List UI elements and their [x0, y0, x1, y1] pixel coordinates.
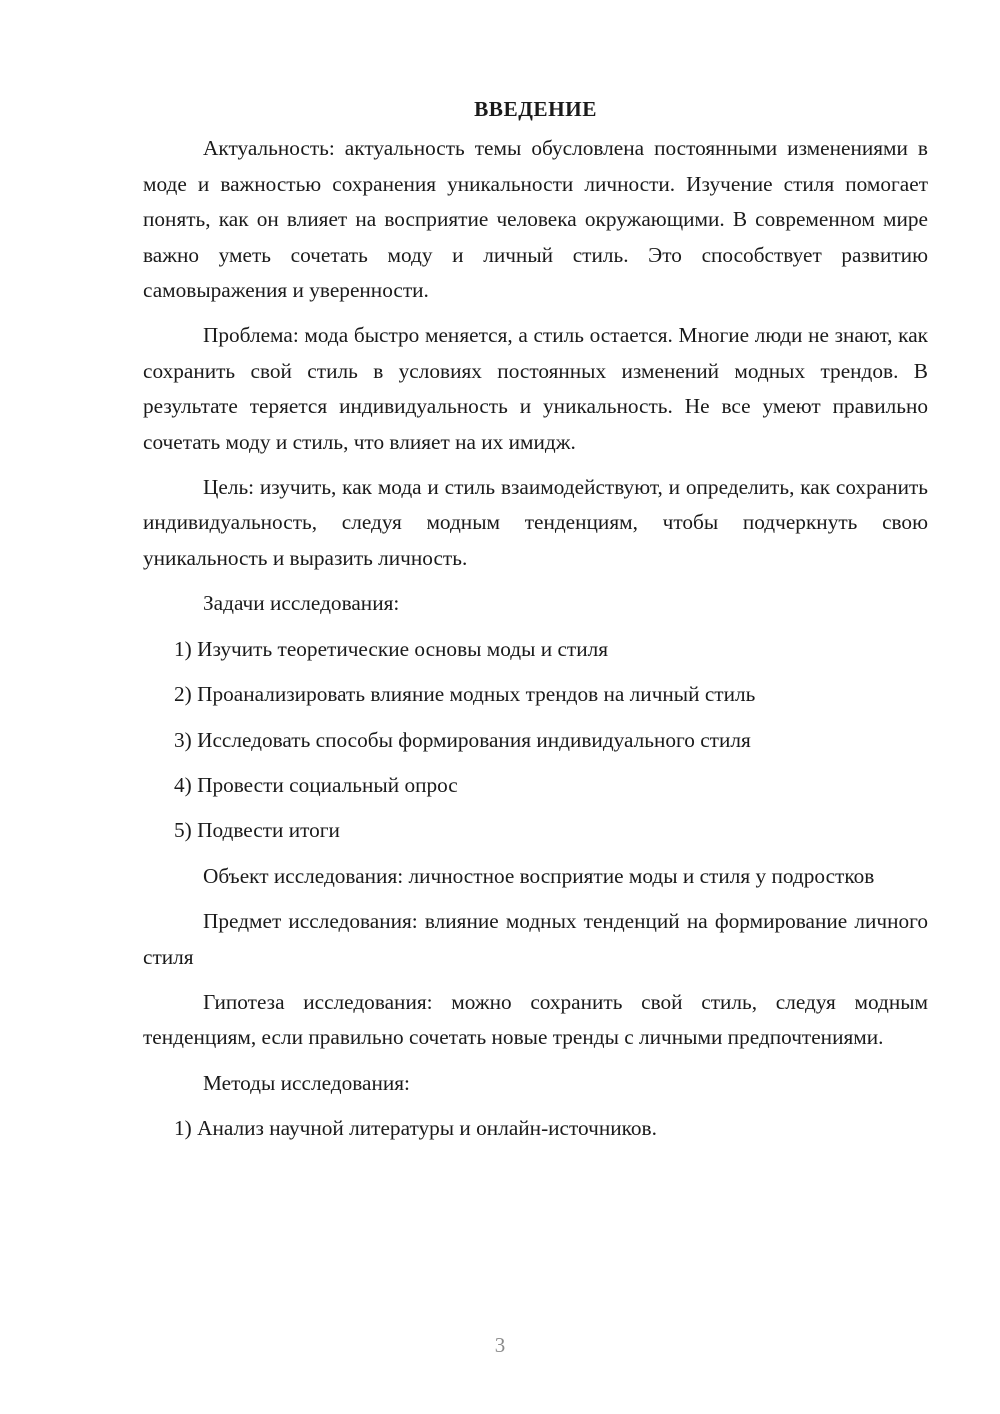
problem-paragraph: Проблема: мода быстро меняется, а стиль остается. Многие люди не знают, как сохранить свой стиль в условиях постоянных изменений модных трендов. В результате теряется индивидуальность и уникальность. Не все умеют правильно сочетать моду и стиль, что влияет на их имидж.: [143, 323, 928, 454]
task-item: 1) Изучить теоретические основы моды и стиля: [174, 636, 609, 661]
goal-paragraph: Цель: изучить, как мода и стиль взаимодействуют, и определить, как сохранить индивидуальность, следуя модным тенденциям, чтобы подчеркнуть свою уникальность и выразить личность.: [143, 475, 928, 570]
document-page: [143, 92, 928, 1157]
task-item: 2) Проанализировать влияние модных трендов на личный стиль: [174, 682, 756, 707]
tasks-heading: Задачи исследования:: [203, 591, 400, 616]
hypothesis-paragraph: Гипотеза исследования: можно сохранить свой стиль, следуя модным тенденциям, если правильно сочетать новые тренды с личными предпочтениями.: [143, 989, 928, 1050]
task-item: 3) Исследовать способы формирования индивидуального стиля: [174, 727, 751, 752]
subject-paragraph: Предмет исследования: влияние модных тенденций на формирование личного стиля: [143, 909, 928, 969]
relevance-paragraph: Актуальность: актуальность темы обусловлена постоянными изменениями в моде и важностью сохранения уникальности личности. Изучение стиля помогает понять, как он влияет на восприятие человека окружающими. В современном мире важно уметь сочетать моду и личный стиль. Это способствует развитию самовыражения и уверенности.: [143, 136, 928, 303]
page-number: 3: [494, 1333, 506, 1357]
methods-heading: Методы исследования:: [203, 1070, 410, 1095]
task-item: 5) Подвести итоги: [174, 818, 340, 843]
object-paragraph: Объект исследования: личностное восприятие моды и стиля у подростков: [203, 863, 875, 888]
section-title: ВВЕДЕНИЕ: [474, 97, 597, 121]
method-item: 1) Анализ научной литературы и онлайн-источников.: [174, 1116, 657, 1141]
task-item: 4) Провести социальный опрос: [174, 772, 458, 797]
